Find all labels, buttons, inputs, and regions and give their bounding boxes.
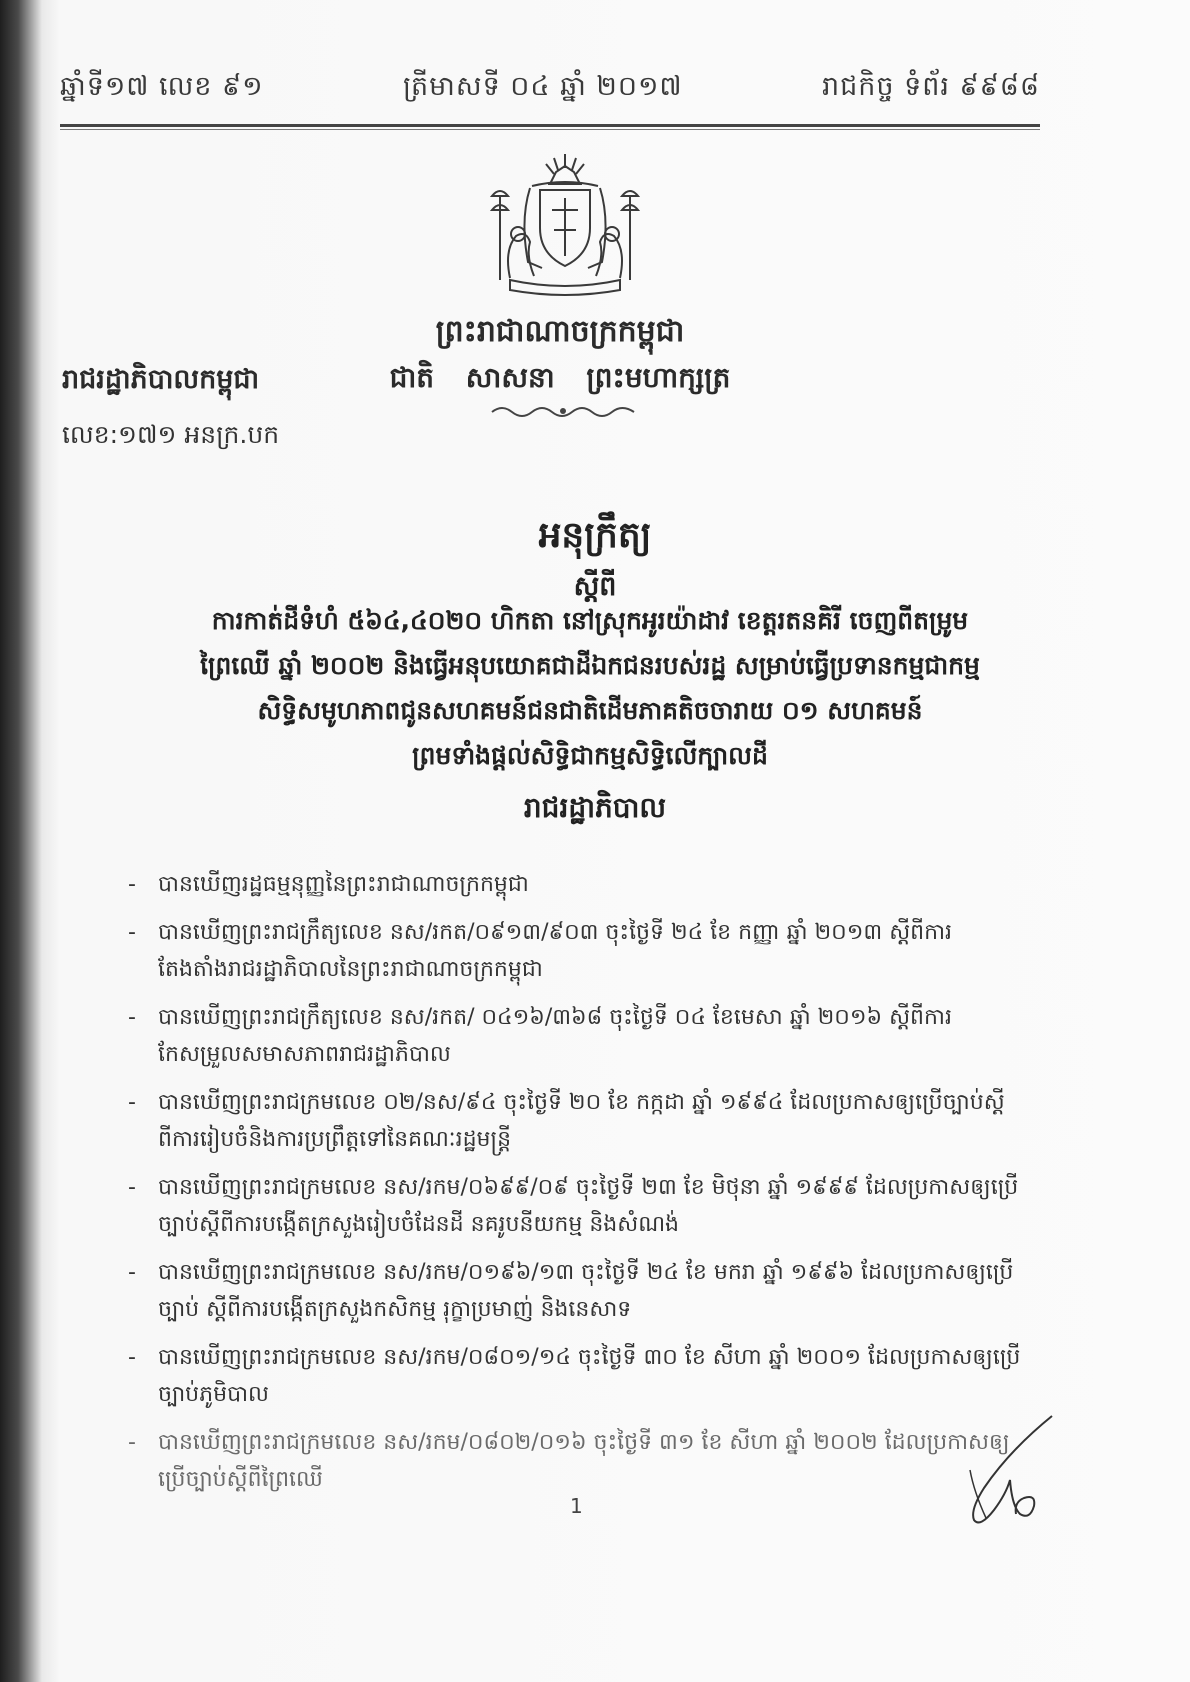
list-item: - បានឃើញព្រះរាជក្រមលេខ នស/រកម/០៨០១/១៤ ចុះថ្ងៃទី ៣០ ខែ សីហា ឆ្នាំ ២០០១ ដែលប្រកាសឲ្យប្រើ ច្បាប់ភូមិបាល [120,1339,1020,1413]
subject-line: សិទ្ធិសមូហភាពជូនសហគមន៍ជនជាតិដើមភាគតិចចារាយ ០១ សហគមន៍ [257,696,923,725]
government-name: រាជរដ្ឋាភិបាលកម្ពុជា [62,364,260,395]
page-number: 1 [570,1494,583,1518]
subject-line: ការកាត់ដីទំហំ ៥៦៤,៤០២០ ហិកតា នៅស្រុកអូរយ៉ាដាវ ខេត្តរតនគិរី ចេញពីតម្រូម [211,606,969,635]
kingdom-name: ព្រះរាជាណាចក្រកម្ពុជា [435,314,685,349]
document-subject [150,598,1030,778]
header-issue: ឆ្នាំទី១៧ លេខ ៩១ [60,71,264,102]
header-page: រាជកិច្ច ទំព័រ ៩៩៨៨ [821,71,1040,102]
subject-line: ព្រមទាំងផ្តល់សិទ្ធិជាកម្មសិទ្ធិលើក្បាលដី [412,741,768,770]
issuing-body: រាជរដ្ឋាភិបាល [523,791,667,824]
list-item: - បានឃើញព្រះរាជក្រឹត្យលេខ នស/រកត/០៩១៣/៩០៣ ចុះថ្ងៃទី ២៤ ខែ កញ្ញា ឆ្នាំ ២០១៣ ស្តីពីការ តែងតាំងរាជរដ្ឋាភិបាលនៃព្រះរាជាណាចក្រកម្ពុជា [120,914,1020,988]
document-type: អនុក្រឹត្យ [538,515,652,556]
header-divider-thin [60,129,1040,130]
list-item: - បានឃើញព្រះរាជក្រមលេខ ០២/នស/៩៤ ចុះថ្ងៃទី ២០ ខែ កក្កដា ឆ្នាំ ១៩៩៤ ដែលប្រកាសឲ្យប្រើច្បាប់ស្តី ពីការរៀបចំនិងការប្រព្រឹត្តទៅនៃគណៈរដ្ឋមន្ត្រី [120,1084,1020,1158]
list-item: - បានឃើញព្រះរាជក្រឹត្យលេខ នស/រកត/ ០៤១៦/៣៦៨ ចុះថ្ងៃទី ០៤ ខែមេសា ឆ្នាំ ២០១៦ ស្តីពីការ កែសម្រួលសមាសភាពរាជរដ្ឋាភិបាល [120,999,1020,1073]
header-date: ត្រីមាសទី ០៤ ឆ្នាំ ២០១៧ [402,71,683,102]
gazette-header [60,70,1040,109]
preamble-clauses [120,866,1020,1509]
reference-number: លេខ:១៧១ អនក្រ.បក [62,420,280,449]
list-item: - បានឃើញព្រះរាជក្រមលេខ នស/រកម/០៨០២/០១៦ ចុះថ្ងៃទី ៣១ ខែ សីហា ឆ្នាំ ២០០២ ដែលប្រកាសឲ្យ ប្រើច្បាប់ស្តីពីព្រៃឈើ [120,1424,1020,1498]
list-item: - បានឃើញព្រះរាជក្រមលេខ នស/រកម/០៦៩៩/០៩ ចុះថ្ងៃទី ២៣ ខែ មិថុនា ឆ្នាំ ១៩៩៩ ដែលប្រកាសឲ្យប្រើ ច្បាប់ស្តីពីការបង្កើតក្រសួងរៀបចំដែនដី នគរូបនីយកម្ម និងសំណង់ [120,1169,1020,1243]
document-about: ស្តីពី [573,571,617,602]
header-divider [60,124,1040,127]
list-item: - បានឃើញព្រះរាជក្រមលេខ នស/រកម/០១៩៦/១៣ ចុះថ្ងៃទី ២៤ ខែ មករា ឆ្នាំ ១៩៩៦ ដែលប្រកាសឲ្យប្រើ ច្បាប់ ស្តីពីការបង្កើតក្រសួងកសិកម្ម រុក្ខាប្រមាញ់ និងនេសាទ [120,1254,1020,1328]
national-motto: ជាតិ សាសនា ព្រះមហាក្សត្រ [389,361,731,394]
decorative-ornament-icon [488,402,638,420]
royal-coat-of-arms-icon [470,150,660,300]
list-item: - បានឃើញរដ្ឋធម្មនុញ្ញនៃព្រះរាជាណាចក្រកម្ពុជា [120,866,1020,903]
handwritten-signature-icon [940,1410,1060,1530]
subject-line: ព្រៃឈើ ឆ្នាំ ២០០២ និងធ្វើអនុបយោគជាដីឯកជនរបស់រដ្ឋ សម្រាប់ធ្វើប្រទានកម្មជាកម្ម [200,651,980,680]
